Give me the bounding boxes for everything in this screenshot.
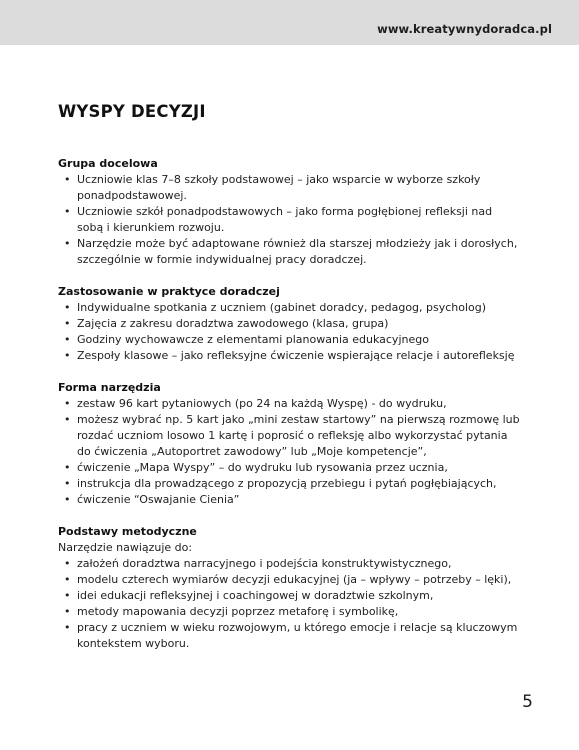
list-item xyxy=(58,604,520,620)
list-item-text: modelu czterech wymiarów decyzji edukacyjnej (ja – wpływy – potrzeby – lęki), xyxy=(77,573,512,586)
list-item-text: metody mapowania decyzji poprzez metaforę i symbolikę, xyxy=(77,605,399,618)
list-item xyxy=(58,172,520,204)
list-item-text: idei edukacji refleksyjnej i coachingowej w doradztwie szkolnym, xyxy=(77,589,434,602)
list-item-text: Narzędzie może być adaptowane również dla starszej młodzieży jak i dorosłych, szczególnie w formie indywidualnej pracy doradczej. xyxy=(77,237,518,266)
list-item xyxy=(58,620,520,652)
list-item xyxy=(58,476,520,492)
bullet-icon: • xyxy=(64,573,71,586)
list-item xyxy=(58,316,520,332)
section-heading: Forma narzędzia xyxy=(58,381,161,394)
list-item-text: Godziny wychowawcze z elementami planowania edukacyjnego xyxy=(77,333,429,346)
bullet-icon: • xyxy=(64,621,71,634)
bullet-icon: • xyxy=(64,589,71,602)
bullet-icon: • xyxy=(64,205,71,218)
list-item-text: możesz wybrać np. 5 kart jako „mini zestaw startowy” na pierwszą rozmowę lub rozdać uczniom losowo 1 kartę i poprosić o refleksję albo wykorzystać pytania do ćwiczenia „Autoportret zawodowy” lub „Moje kompetencje”, xyxy=(77,413,520,458)
bullet-icon: • xyxy=(64,493,71,506)
bullet-icon: • xyxy=(64,605,71,618)
list-item-text: ćwiczenie “Oswajanie Cienia” xyxy=(77,493,240,506)
bullet-list xyxy=(58,396,520,508)
bullet-icon: • xyxy=(64,301,71,314)
site-url: www.kreatywnydoradca.pl xyxy=(377,22,552,36)
bullet-icon: • xyxy=(64,413,71,426)
bullet-icon: • xyxy=(64,477,71,490)
bullet-icon: • xyxy=(64,237,71,250)
bullet-icon: • xyxy=(64,557,71,570)
list-item xyxy=(58,572,520,588)
page-number: 5 xyxy=(522,692,533,712)
list-item-text: zestaw 96 kart pytaniowych (po 24 na każdą Wyspę) - do wydruku, xyxy=(77,397,447,410)
list-item-text: Uczniowie klas 7–8 szkoły podstawowej – jako wsparcie w wyborze szkoły ponadpodstawowej. xyxy=(77,173,481,202)
section-heading: Zastosowanie w praktyce doradczej xyxy=(58,285,280,298)
list-item xyxy=(58,412,520,460)
bullet-icon: • xyxy=(64,397,71,410)
list-item xyxy=(58,348,520,364)
section-heading: Grupa docelowa xyxy=(58,157,158,170)
list-item xyxy=(58,588,520,604)
section xyxy=(58,380,520,508)
section-heading: Podstawy metodyczne xyxy=(58,525,197,538)
bullet-icon: • xyxy=(64,461,71,474)
list-item xyxy=(58,332,520,348)
list-item-text: Zajęcia z zakresu doradztwa zawodowego (klasa, grupa) xyxy=(77,317,389,330)
bullet-list xyxy=(58,172,520,268)
list-item-text: Zespoły klasowe – jako refleksyjne ćwiczenie wspierające relacje i autorefleksję xyxy=(77,349,515,362)
section xyxy=(58,284,520,364)
bullet-icon: • xyxy=(64,349,71,362)
list-item-text: Indywidualne spotkania z uczniem (gabinet doradcy, pedagog, psycholog) xyxy=(77,301,487,314)
bullet-icon: • xyxy=(64,317,71,330)
page-title: WYSPY DECYZJI xyxy=(58,102,206,121)
bullet-icon: • xyxy=(64,333,71,346)
section xyxy=(58,524,520,652)
list-item xyxy=(58,300,520,316)
list-item-text: pracy z uczniem w wieku rozwojowym, u którego emocje i relacje są kluczowym kontekstem wyboru. xyxy=(77,621,518,650)
list-item xyxy=(58,556,520,572)
section-intro: Narzędzie nawiązuje do: xyxy=(58,541,193,554)
list-item xyxy=(58,204,520,236)
section xyxy=(58,156,520,268)
header-band xyxy=(0,0,579,45)
list-item-text: instrukcja dla prowadzącego z propozycją przebiegu i pytań pogłębiających, xyxy=(77,477,497,490)
list-item xyxy=(58,460,520,476)
bullet-list xyxy=(58,300,520,364)
bullet-list xyxy=(58,556,520,652)
list-item-text: założeń doradztwa narracyjnego i podejścia konstruktywistycznego, xyxy=(77,557,452,570)
bullet-icon: • xyxy=(64,173,71,186)
document-body xyxy=(58,156,520,668)
list-item xyxy=(58,396,520,412)
list-item-text: ćwiczenie „Mapa Wyspy” – do wydruku lub rysowania przez ucznia, xyxy=(77,461,448,474)
list-item xyxy=(58,492,520,508)
list-item xyxy=(58,236,520,268)
list-item-text: Uczniowie szkół ponadpodstawowych – jako forma pogłębionej refleksji nad sobą i kierunkiem rozwoju. xyxy=(77,205,493,234)
